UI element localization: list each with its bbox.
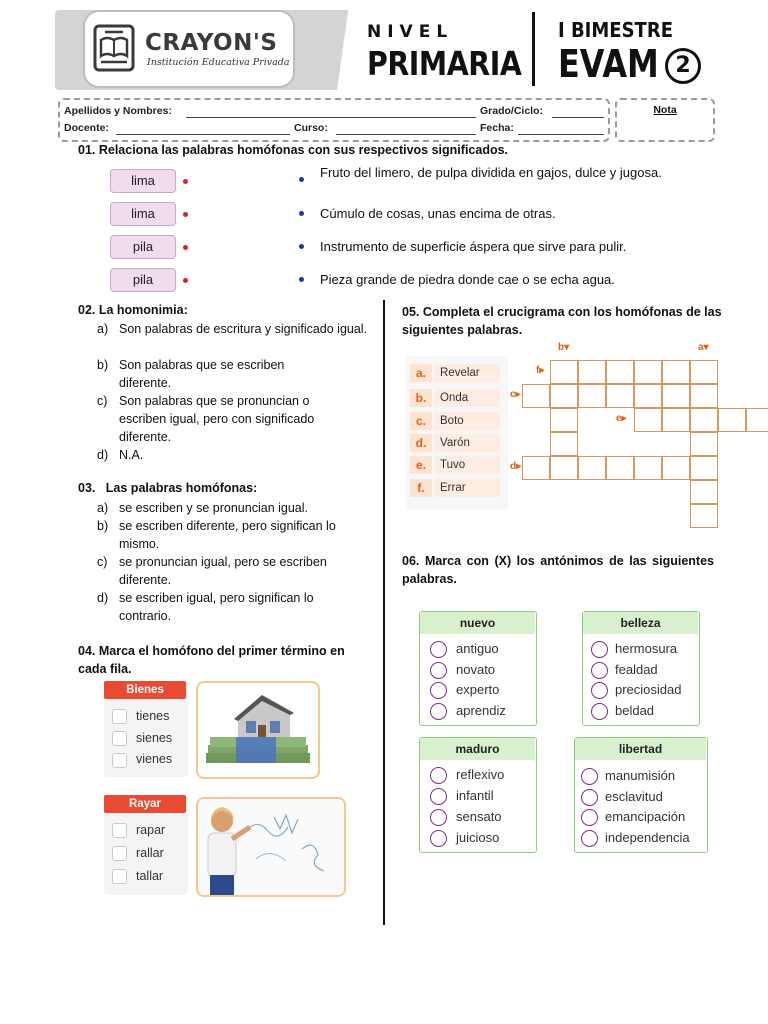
radio-option[interactable] [430, 662, 447, 679]
crossword-cell[interactable] [662, 456, 690, 480]
option-text: se escriben y se pronuncian igual. [119, 501, 309, 515]
crossword-cell[interactable] [662, 360, 690, 384]
q4-option: vienes [136, 752, 173, 766]
crossword-cell[interactable] [578, 456, 606, 480]
crossword-cell[interactable] [634, 360, 662, 384]
antonym-option: esclavitud [605, 789, 663, 804]
clue-letter: a. [410, 364, 432, 382]
crossword-cell[interactable] [522, 384, 550, 408]
antonym-card-maduro [419, 737, 537, 853]
crossword-cell[interactable] [578, 384, 606, 408]
level-title: PRIMARIA [367, 44, 522, 83]
crossword-cell[interactable] [634, 408, 662, 432]
antonym-option: hermosura [615, 641, 678, 656]
q1-word: lima [110, 169, 176, 193]
crossword-cell[interactable] [690, 360, 718, 384]
column-divider [383, 300, 385, 925]
option-letter: d) [97, 591, 109, 605]
q1-meaning: Cúmulo de cosas, unas encima de otras. [320, 206, 556, 221]
clue-letter: f. [410, 479, 432, 497]
child-drawing-wall-illustration [196, 797, 346, 897]
q1-word: pila [110, 235, 176, 259]
crossword-cell[interactable] [690, 480, 718, 504]
option-text: se escriben diferente, pero significan lo mismo. [119, 519, 336, 551]
radio-option[interactable] [581, 768, 598, 785]
crossword-clue-marker: d▸ [510, 461, 522, 472]
crossword-cell[interactable] [550, 384, 578, 408]
school-logo [85, 12, 293, 86]
q1-meaning: Instrumento de superficie áspera que sirve para pulir. [320, 239, 627, 254]
date-field[interactable] [518, 134, 604, 135]
q1-word-dot[interactable] [183, 179, 188, 184]
grade-field[interactable] [552, 117, 604, 118]
clue-letter: c. [410, 412, 432, 430]
crossword-cell[interactable] [690, 456, 718, 480]
q1-meaning-dot[interactable] [299, 244, 304, 249]
date-label: Fecha: [480, 122, 514, 134]
term-title: I BIMESTRE [558, 18, 673, 42]
name-label: Apellidos y Nombres: [64, 105, 172, 117]
checkbox[interactable] [112, 869, 127, 884]
q3-option-b[interactable] [97, 517, 369, 553]
q4-option: rapar [136, 823, 166, 837]
option-text: Son palabras de escritura y significado igual. [119, 322, 368, 336]
radio-option[interactable] [430, 788, 447, 805]
q2-option-b[interactable] [97, 356, 369, 392]
q2-option-a[interactable] [97, 320, 369, 356]
crossword-cell[interactable] [634, 384, 662, 408]
school-name: CRAYON'S [145, 30, 278, 56]
checkbox[interactable] [112, 709, 127, 724]
option-letter: a) [97, 501, 109, 515]
option-letter: c) [97, 394, 108, 408]
antonym-word: libertad [575, 738, 706, 760]
house-on-money-icon [198, 683, 318, 777]
q1-word-dot[interactable] [183, 212, 188, 217]
q1-word-dot[interactable] [183, 278, 188, 283]
q1-meaning: Fruto del limero, de pulpa dividida en gajos, dulce y jugosa. [320, 165, 662, 180]
grade-box[interactable] [615, 98, 715, 142]
radio-option[interactable] [430, 809, 447, 826]
crossword-clue-marker: c▸ [510, 389, 521, 400]
crossword-cell[interactable] [606, 360, 634, 384]
radio-option[interactable] [430, 703, 447, 720]
clue-word: Boto [434, 412, 500, 430]
crossword-clue-marker: b▾ [558, 342, 570, 353]
option-letter: c) [97, 555, 108, 569]
header-divider [532, 12, 535, 86]
teacher-label: Docente: [64, 122, 109, 134]
crossword-cell[interactable] [550, 456, 578, 480]
clue-word: Varón [434, 434, 500, 452]
course-field[interactable] [336, 134, 476, 135]
crossword-cell[interactable] [634, 456, 662, 480]
antonym-word: nuevo [420, 612, 535, 634]
option-letter: b) [97, 519, 109, 533]
clue-word: Errar [434, 479, 500, 497]
radio-option[interactable] [430, 830, 447, 847]
q4-option: tallar [136, 869, 164, 883]
checkbox[interactable] [112, 846, 127, 861]
crossword-cell[interactable] [662, 408, 690, 432]
antonym-option: antiguo [456, 641, 499, 656]
radio-option[interactable] [581, 789, 598, 806]
antonym-card-libertad [574, 737, 708, 853]
name-field[interactable] [186, 117, 476, 118]
q1-meaning-dot[interactable] [299, 211, 304, 216]
q1-meaning-dot[interactable] [299, 277, 304, 282]
q4-term: Rayar [104, 795, 186, 813]
q5-title: 05. Completa el crucigrama con los homófonas de las siguientes palabras. [402, 305, 722, 337]
radio-option[interactable] [591, 662, 608, 679]
crossword-cell[interactable] [690, 432, 718, 456]
option-text: se pronuncian igual, pero se escriben diferente. [119, 555, 327, 587]
course-label: Curso: [294, 122, 328, 134]
clue-word: Onda [434, 389, 500, 407]
q4-card-bienes [104, 681, 188, 777]
q1-title: 01. Relaciona las palabras homófonas con sus respectivos significados. [78, 143, 509, 157]
q1-meaning: Pieza grande de piedra donde cae o se echa agua. [320, 272, 615, 287]
antonym-option: preciosidad [615, 682, 682, 697]
q3-option-a[interactable] [97, 499, 369, 517]
q1-word-dot[interactable] [183, 245, 188, 250]
crossword-cell[interactable] [578, 360, 606, 384]
checkbox[interactable] [112, 753, 127, 768]
antonym-option: experto [456, 682, 500, 697]
option-letter: b) [97, 358, 109, 372]
clue-word: Revelar [434, 364, 500, 382]
crossword-cell[interactable] [550, 408, 578, 432]
child-scribbling-icon [198, 799, 344, 895]
crossword-cell[interactable] [746, 408, 768, 432]
radio-option[interactable] [430, 682, 447, 699]
checkbox[interactable] [112, 823, 127, 838]
option-text: N.A. [119, 448, 144, 462]
q3-option-d[interactable] [97, 589, 369, 625]
crossword-cell[interactable] [690, 384, 718, 408]
radio-option[interactable] [591, 703, 608, 720]
q2-option-c[interactable] [97, 392, 369, 446]
exam-number-badge: 2 [665, 48, 701, 84]
school-subtitle: Institución Educativa Privada [147, 57, 290, 68]
option-text: Son palabras que se escriben diferente. [119, 358, 285, 390]
level-label: NIVEL [367, 22, 454, 42]
q4-title: 04. Marca el homófono del primer término en cada fila. [78, 644, 345, 676]
crossword-cell[interactable] [550, 360, 578, 384]
antonym-option: reflexivo [456, 767, 505, 782]
q5-clue-list [406, 356, 508, 510]
antonym-option: manumisión [605, 768, 676, 783]
q2-title: 02. La homonimia: [78, 303, 188, 317]
house-money-illustration [196, 681, 320, 779]
crossword-cell[interactable] [522, 456, 550, 480]
radio-option[interactable] [581, 830, 598, 847]
q2-option-d[interactable] [97, 446, 369, 464]
exam-header [55, 10, 713, 90]
antonym-option: aprendiz [456, 703, 506, 718]
antonym-word: maduro [420, 738, 535, 760]
q6-title: 06. Marca con (X) los antónimos de las siguientes palabras. [402, 554, 714, 586]
q3-option-c[interactable] [97, 553, 369, 589]
book-icon [93, 24, 135, 72]
clue-letter: d. [410, 434, 432, 452]
radio-option[interactable] [591, 641, 608, 658]
crossword-cell[interactable] [718, 408, 746, 432]
q1-meaning-dot[interactable] [299, 177, 304, 182]
grade-box-label: Nota [653, 104, 677, 116]
radio-option[interactable] [430, 641, 447, 658]
q4-option: sienes [136, 731, 173, 745]
antonym-option: novato [456, 662, 496, 677]
crossword-cell[interactable] [690, 504, 718, 528]
option-text: se escriben igual, pero significan lo contrario. [119, 591, 314, 623]
q1-word: lima [110, 202, 176, 226]
crossword-cell[interactable] [550, 432, 578, 456]
option-text: Son palabras que se pronuncian o escriben igual, pero con significado diferente. [119, 394, 315, 444]
antonym-option: infantil [456, 788, 494, 803]
checkbox[interactable] [112, 731, 127, 746]
antonym-card-belleza [582, 611, 700, 726]
student-info-box [58, 98, 610, 142]
antonym-card-nuevo [419, 611, 537, 726]
antonym-option: independencia [605, 830, 690, 845]
antonym-option: fealdad [615, 662, 658, 677]
q1-word: pila [110, 268, 176, 292]
grade-label: Grado/Ciclo: [480, 105, 544, 117]
crossword-grid [510, 342, 754, 542]
antonym-option: sensato [456, 809, 502, 824]
crossword-cell[interactable] [662, 384, 690, 408]
q4-option: rallar [136, 846, 164, 860]
crossword-cell[interactable] [606, 456, 634, 480]
clue-letter: b. [410, 389, 432, 407]
antonym-option: emancipación [605, 809, 686, 824]
crossword-clue-marker: f▸ [536, 365, 545, 376]
crossword-cell[interactable] [606, 384, 634, 408]
radio-option[interactable] [430, 767, 447, 784]
q3-title: 03. Las palabras homófonas: [78, 481, 258, 495]
q4-option: tienes [136, 709, 170, 723]
clue-word: Tuvo [434, 456, 500, 474]
option-letter: d) [97, 448, 109, 462]
clue-letter: e. [410, 456, 432, 474]
q4-term: Bienes [104, 681, 186, 699]
radio-option[interactable] [581, 809, 598, 826]
crossword-cell[interactable] [690, 408, 718, 432]
teacher-field[interactable] [116, 134, 290, 135]
antonym-word: belleza [583, 612, 698, 634]
crossword-clue-marker: e▸ [616, 413, 627, 424]
q4-card-rayar [104, 795, 188, 895]
crossword-clue-marker: a▾ [698, 342, 709, 353]
exam-title: EVAM [558, 42, 659, 86]
radio-option[interactable] [591, 682, 608, 699]
antonym-option: beldad [615, 703, 655, 718]
option-letter: a) [97, 322, 109, 336]
antonym-option: juicioso [456, 830, 500, 845]
